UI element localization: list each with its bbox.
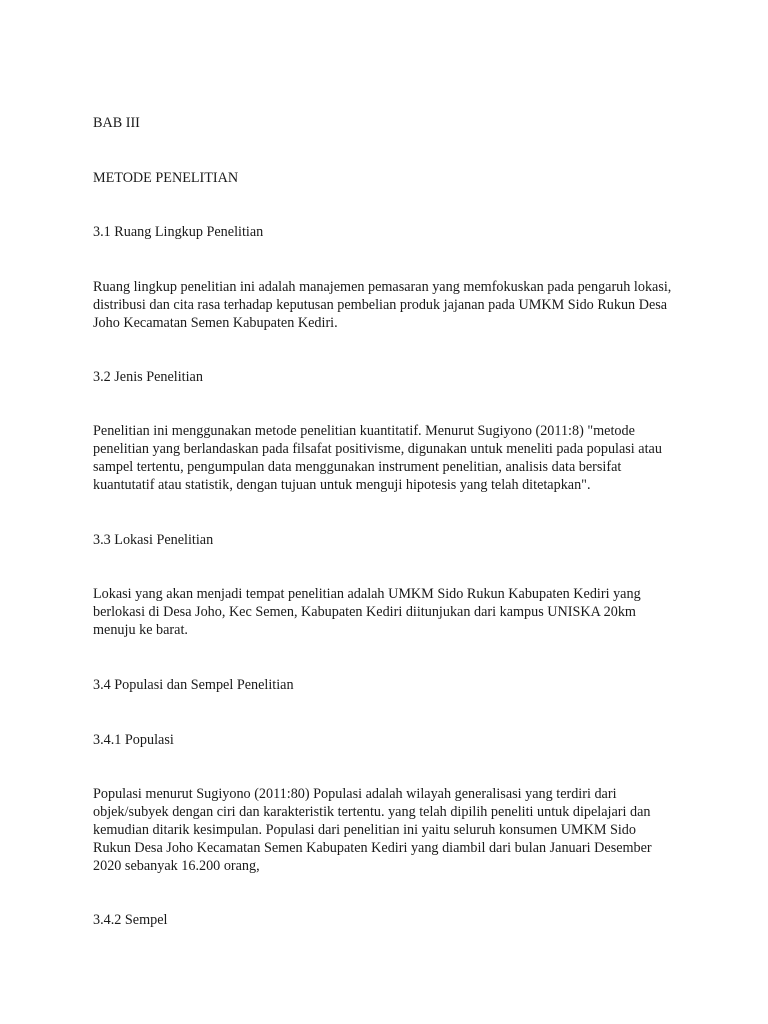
section-heading-3-4-1: 3.4.1 Populasi [93,732,174,748]
section-heading-3-4-2: 3.4.2 Sempel [93,912,168,928]
paragraph-line: kuantutatif atau statistik, dengan tujuan untuk menguji hipotesis yang telah ditetapkan". [93,477,591,493]
section-heading-3-4: 3.4 Populasi dan Sempel Penelitian [93,677,294,693]
section-heading-3-3: 3.3 Lokasi Penelitian [93,532,214,548]
section-heading-3-2: 3.2 Jenis Penelitian [93,369,203,385]
paragraph-line: Ruang lingkup penelitian ini adalah manajemen pemasaran yang memfokuskan pada pengaruh lokasi, [93,279,672,295]
paragraph-line: Rukun Desa Joho Kecamatan Semen Kabupaten Kediri yang diambil dari bulan Januari Desember [93,840,652,856]
paragraph-line: Populasi menurut Sugiyono (2011:80) Populasi adalah wilayah generalisasi yang terdiri dari [93,786,617,802]
paragraph-line: Penelitian ini menggunakan metode penelitian kuantitatif. Menurut Sugiyono (2011:8) "metode [93,423,635,439]
paragraph-line: kemudian ditarik kesimpulan. Populasi dari penelitian ini yaitu seluruh konsumen UMKM Sido [93,822,636,838]
paragraph-line: penelitian yang berlandaskan pada filsafat positivisme, digunakan untuk meneliti pada populasi atau [93,441,662,457]
paragraph-line: sampel tertentu, pengumpulan data menggunakan instrument penelitian, analisis data bersifat [93,459,622,475]
section-paragraph-3-1 [93,278,683,332]
section-paragraph-3-3 [93,585,683,639]
paragraph-line: menuju ke barat. [93,622,188,638]
paragraph-line: Lokasi yang akan menjadi tempat penelitian adalah UMKM Sido Rukun Kabupaten Kediri yang [93,586,641,602]
paragraph-line: berlokasi di Desa Joho, Kec Semen, Kabupaten Kediri diitunjukan dari kampus UNISKA 20km [93,604,636,620]
section-paragraph-3-2 [93,422,683,494]
section-heading-3-1: 3.1 Ruang Lingkup Penelitian [93,224,264,240]
paragraph-line: 2020 sebanyak 16.200 orang, [93,858,260,874]
chapter-title: METODE PENELITIAN [93,170,239,186]
paragraph-line: Joho Kecamatan Semen Kabupaten Kediri. [93,315,338,331]
chapter-label: BAB III [93,115,140,131]
section-paragraph-3-4-1 [93,785,683,875]
paragraph-line: distribusi dan cita rasa terhadap keputusan pembelian produk jajanan pada UMKM Sido Rukun Desa [93,297,668,313]
paragraph-line: objek/subyek dengan ciri dan karakteristik tertentu. yang telah dipilih peneliti untuk dipelajari dan [93,804,651,820]
